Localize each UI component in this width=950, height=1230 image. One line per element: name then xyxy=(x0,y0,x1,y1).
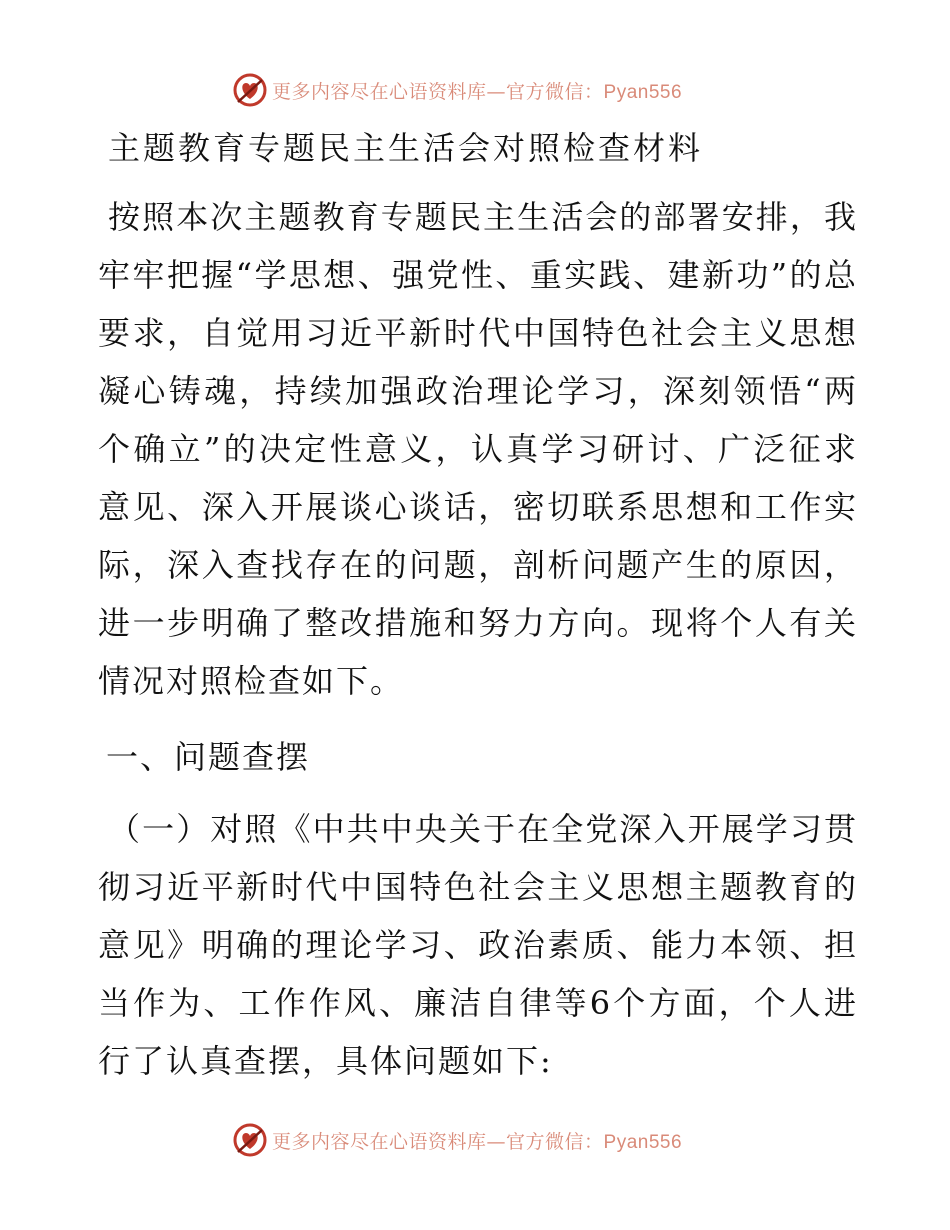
watermark-slogan: 更多内容尽在心语资料库—官方微信： xyxy=(272,1130,604,1153)
watermark-banner-bottom xyxy=(232,1120,682,1160)
watermark-wechat-id: Pyan556 xyxy=(603,81,683,103)
watermark-text xyxy=(272,77,682,104)
watermark-slogan: 更多内容尽在心语资料库—官方微信： xyxy=(272,80,604,103)
watermark-banner-top xyxy=(232,70,682,110)
watermark-wechat-id: Pyan556 xyxy=(603,1131,683,1153)
heart-logo-icon xyxy=(232,72,268,108)
document-body xyxy=(98,122,858,1090)
subsection-paragraph: （一）对照《中共中央关于在全党深入开展学习贯彻习近平新时代中国特色社会主义思想主题教育的意见》明确的理论学习、政治素质、能力本领、担当作为、工作作风、廉洁自律等6个方面，个人进行了认真查摆，具体问题如下: xyxy=(98,810,858,1080)
intro-paragraph: 按照本次主题教育专题民主生活会的部署安排，我牢牢把握“学思想、强党性、重实践、建新功”的总要求，自觉用习近平新时代中国特色社会主义思想凝心铸魂，持续加强政治理论学习，深刻领悟“两个确立”的决定性意义，认真学习研讨、广泛征求意见、深入开展谈心谈话，密切联系思想和工作实际，深入查找存在的问题，剖析问题产生的原因，进一步明确了整改措施和努力方向。现将个人有关情况对照检查如下。 xyxy=(98,198,858,700)
section-heading: 一、问题查摆 xyxy=(106,738,311,776)
heart-logo-icon xyxy=(232,1122,268,1158)
watermark-text xyxy=(272,1127,682,1154)
document-title: 主题教育专题民主生活会对照检查材料 xyxy=(108,129,704,167)
